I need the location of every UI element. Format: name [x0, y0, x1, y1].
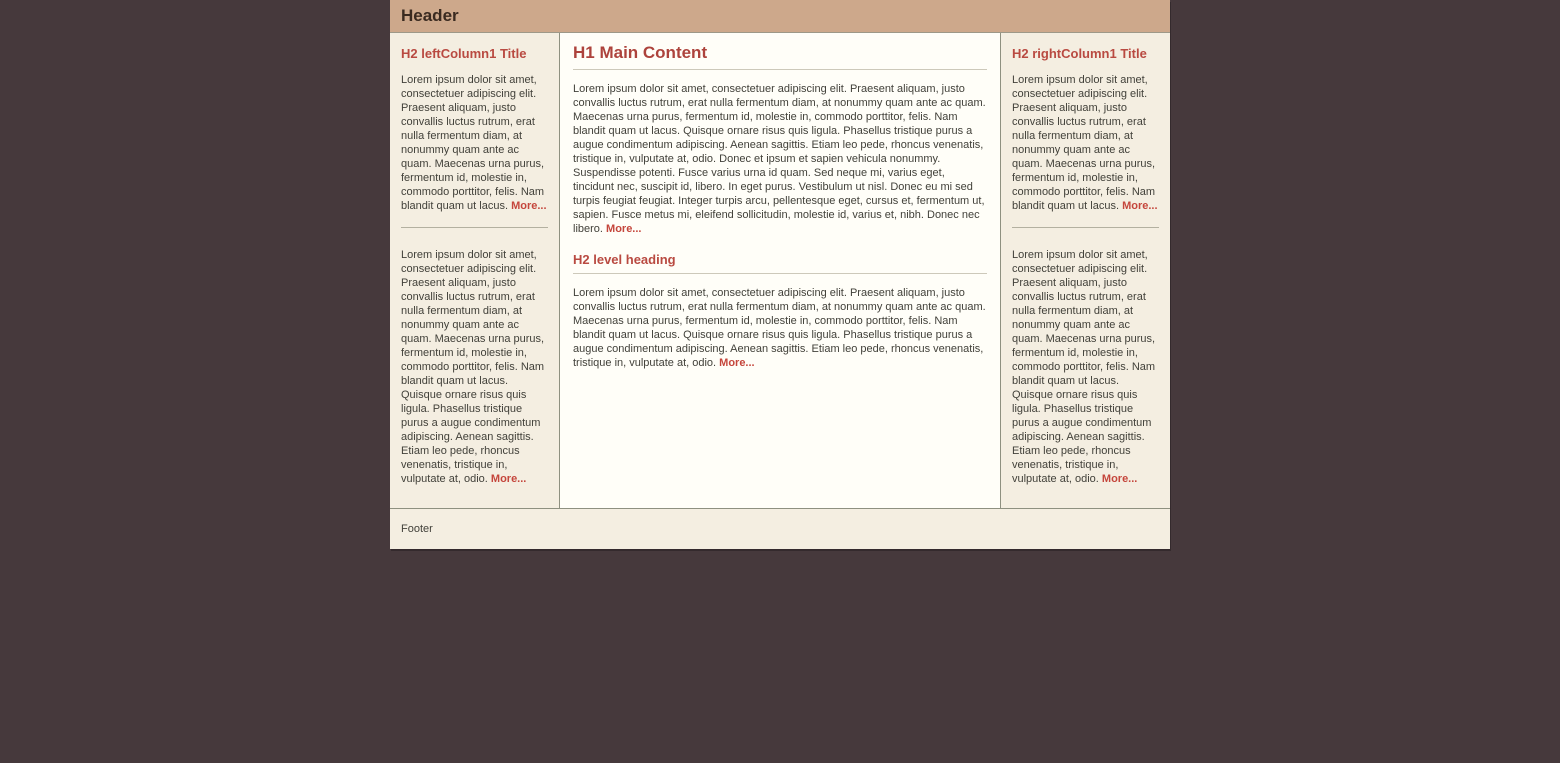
left-column — [390, 33, 560, 508]
more-link[interactable]: More... — [1122, 200, 1158, 212]
paragraph-text: Lorem ipsum dolor sit amet, consectetuer adipiscing elit. Praesent aliquam, justo convallis luctus rutrum, erat nulla fermentum diam, at nonummy quam ante ac quam. Maecenas urna purus, fermentum id, molestie in, commodo porttitor, felis. Nam blandit quam ut lacus. Quisque ornare risus quis ligula. Phasellus tristique purus a augue condimentum adipiscing. Aenean sagittis. Etiam leo pede, rhoncus venenatis, tristique in, vulputate at, odio. — [401, 249, 545, 485]
more-link[interactable]: More... — [606, 223, 642, 235]
main-section-heading: H2 level heading — [573, 252, 987, 274]
content-row — [390, 33, 1170, 508]
more-link[interactable]: More... — [719, 357, 755, 369]
footer-text: Footer — [401, 523, 433, 535]
paragraph-text: Lorem ipsum dolor sit amet, consectetuer adipiscing elit. Praesent aliquam, justo convallis luctus rutrum, erat nulla fermentum diam, at nonummy quam ante ac quam. Maecenas urna purus, fermentum id, molestie in, commodo porttitor, felis. Nam blandit quam ut lacus. — [1012, 74, 1156, 212]
more-link[interactable]: More... — [1101, 473, 1138, 485]
paragraph-text: Lorem ipsum dolor sit amet, consectetuer adipiscing elit. Praesent aliquam, justo convallis luctus rutrum, erat nulla fermentum diam, at nonummy quam ante ac quam. Maecenas urna purus, fermentum id, molestie in, commodo porttitor, felis. Nam blandit quam ut lacus. Quisque ornare risus quis ligula. Phasellus tristique purus a augue condimentum adipiscing. Aenean sagittis. Etiam leo pede, rhoncus venenatis, tristique in, vulputate at, odio. — [573, 287, 986, 369]
right-column — [1000, 33, 1170, 508]
page-footer — [390, 508, 1170, 549]
more-link[interactable]: More... — [490, 473, 527, 485]
right-column-paragraph-2 — [1012, 248, 1159, 486]
left-column-paragraph-1 — [401, 73, 548, 213]
paragraph-text: Lorem ipsum dolor sit amet, consectetuer adipiscing elit. Praesent aliquam, justo convallis luctus rutrum, erat nulla fermentum diam, at nonummy quam ante ac quam. Maecenas urna purus, fermentum id, molestie in, commodo porttitor, felis. Nam blandit quam ut lacus. — [401, 74, 545, 212]
header-title: Header — [401, 6, 459, 25]
left-column-paragraph-2 — [401, 248, 548, 486]
page-header — [390, 0, 1170, 33]
page-container — [390, 0, 1170, 549]
left-column-title: H2 leftColumn1 Title — [401, 46, 527, 61]
paragraph-text: Lorem ipsum dolor sit amet, consectetuer adipiscing elit. Praesent aliquam, justo convallis luctus rutrum, erat nulla fermentum diam, at nonummy quam ante ac quam. Maecenas urna purus, fermentum id, molestie in, commodo porttitor, felis. Nam blandit quam ut lacus. Quisque ornare risus quis ligula. Phasellus tristique purus a augue condimentum adipiscing. Aenean sagittis. Etiam leo pede, rhoncus venenatis, tristique in, vulputate at, odio. — [1012, 249, 1156, 485]
paragraph-text: Lorem ipsum dolor sit amet, consectetuer adipiscing elit. Praesent aliquam, justo convallis luctus rutrum, erat nulla fermentum diam, at nonummy quam ante ac quam. Maecenas urna purus, fermentum id, molestie in, commodo porttitor, felis. Nam blandit quam ut lacus. Quisque ornare risus quis ligula. Phasellus tristique purus a augue condimentum adipiscing. Aenean sagittis. Etiam leo pede, rhoncus venenatis, tristique in, vulputate at, odio. Donec et ipsum et sapien vehicula nonummy. Suspendisse potenti. Fusce varius urna id quam. Sed neque mi, varius eget, tincidunt nec, suscipit id, libero. In eget purus. Vestibulum ut nisl. Donec eu mi sed turpis feugiat feugiat. Integer turpis arcu, pellentesque eget, cursus et, fermentum ut, sapien. Fusce metus mi, eleifend sollicitudin, molestie id, varius et, nibh. Donec nec libero. — [573, 83, 986, 235]
more-link[interactable]: More... — [511, 200, 547, 212]
left-column-divider — [401, 227, 548, 228]
main-paragraph-1 — [573, 82, 987, 236]
right-column-title: H2 rightColumn1 Title — [1012, 46, 1147, 61]
right-column-paragraph-1 — [1012, 73, 1159, 213]
main-title: H1 Main Content — [573, 43, 987, 70]
main-column — [560, 33, 1000, 508]
right-column-divider — [1012, 227, 1159, 228]
main-paragraph-2 — [573, 286, 987, 370]
